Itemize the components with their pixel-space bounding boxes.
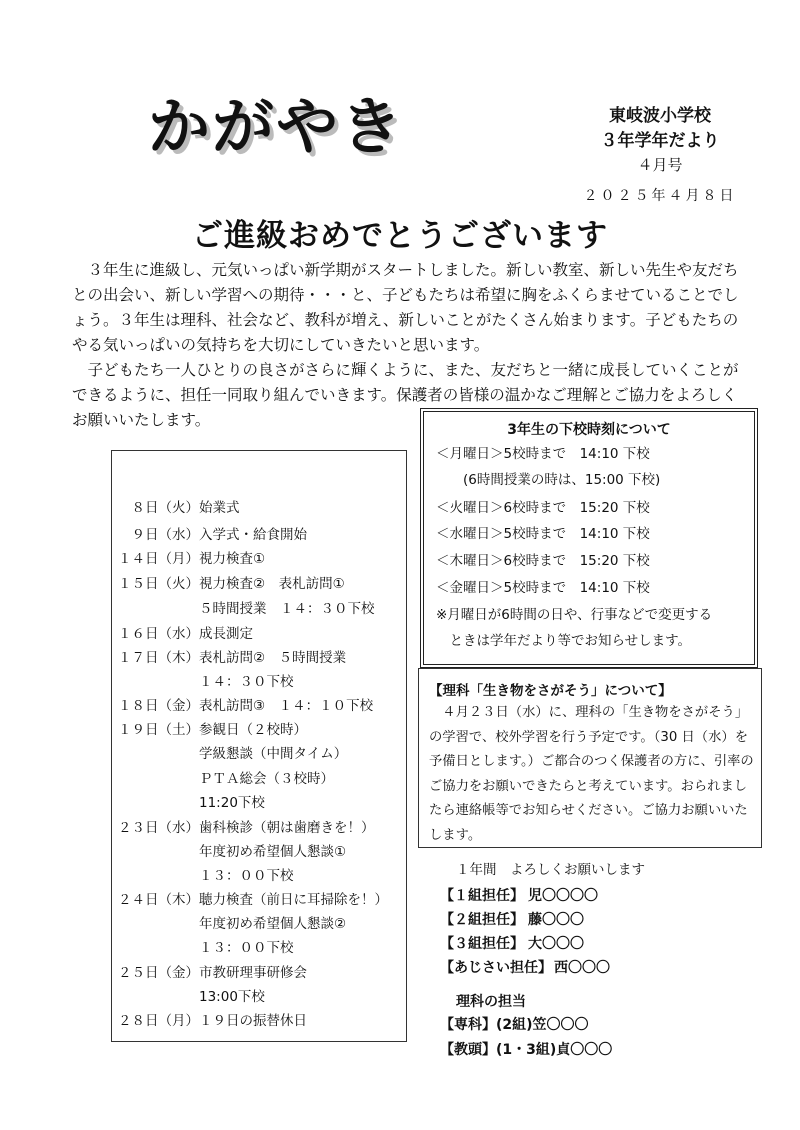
dismissal-row: ときは学年だより等でお知らせします。 xyxy=(436,633,692,649)
dismissal-row: ＜火曜日＞6校時まで 15:20 下校 xyxy=(436,500,650,516)
schedule-row: ８日（火）始業式 xyxy=(118,500,240,516)
staff-label: 【専科】 xyxy=(440,1017,496,1033)
publication-name: ３年学年だより xyxy=(600,131,720,151)
schedule-row: 年度初め希望個人懇談① xyxy=(118,844,347,860)
schedule-row: ２３日（水）歯科検診（朝は歯磨きを！） xyxy=(118,820,375,836)
schedule-row: １３：００下校 xyxy=(118,940,294,956)
schedule-row: ５時間授業 １４：３０下校 xyxy=(118,601,375,617)
intro-text xyxy=(72,258,740,433)
issue-date: ２０２５年４月８日 xyxy=(583,188,737,204)
science-notice-body xyxy=(429,701,755,848)
dismissal-title: 3年生の下校時刻について xyxy=(507,422,671,438)
issue-label: ４月号 xyxy=(637,156,683,174)
dismissal-box xyxy=(420,408,758,668)
staff-name: 児〇〇〇〇 xyxy=(528,888,598,904)
dismissal-row: ＜木曜日＞6校時まで 15:20 下校 xyxy=(436,553,650,569)
schedule-row: １６日（水）成長測定 xyxy=(118,626,253,642)
schedule-row: １８日（金）表札訪問③ １４：１０下校 xyxy=(118,698,374,714)
staff-label: 【２組担任】 xyxy=(440,912,524,928)
staff-greeting: １年間 よろしくお願いします xyxy=(456,862,645,878)
dismissal-row: ＜金曜日＞5校時まで 14:10 下校 xyxy=(436,580,650,596)
science-notice-box xyxy=(418,668,762,848)
schedule-row: ９日（水）入学式・給食開始 xyxy=(118,527,307,543)
newsletter-logo: かがやき xyxy=(148,90,405,163)
science-notice-text: ４月２３日（水）に、理科の「生き物をさがそう」の学習で、校外学習を行う予定です。（30 日（水）を予備日とします。）ご都合のつく保護者の方に、引率のご協力をお願いできたらと考えています。おられましたら連絡帳等でお知らせください。ご協力お願いいたします。 xyxy=(429,705,754,843)
staff-name: (1・3組)貞〇〇〇 xyxy=(496,1042,613,1058)
staff-name: 大〇〇〇 xyxy=(528,936,584,952)
intro-paragraph-1: ３年生に進級し、元気いっぱい新学期がスタートしました。新しい教室、新しい先生や友だちとの出会い、新しい学習への期待・・・と、子どもたちは希望に胸をふくらませていることでしょう。３年生は理科、社会など、教科が増え、新しいことがたくさん始まります。子どもたちのやる気いっぱいの気持ちを大切にしていきたいと思います。 xyxy=(72,261,739,354)
staff-label: 【教頭】 xyxy=(440,1042,496,1058)
schedule-row: ２８日（月）１９日の振替休日 xyxy=(118,1013,307,1029)
schedule-row: 11:20下校 xyxy=(118,795,265,811)
schedule-row: １９日（土）参観日（２校時） xyxy=(118,722,307,738)
schedule-row: １３：００下校 xyxy=(118,868,294,884)
schedule-box xyxy=(111,450,407,1042)
schedule-row: １４：３０下校 xyxy=(118,674,294,690)
schedule-row: ２４日（木）聴力検査（前日に耳掃除を！） xyxy=(118,892,388,908)
science-notice-title: 【理科「生き物をさがそう」について】 xyxy=(429,683,672,699)
dismissal-row: ＜水曜日＞5校時まで 14:10 下校 xyxy=(436,526,650,542)
dismissal-row: ※月曜日が6時間の日や、行事などで変更する xyxy=(436,607,713,623)
schedule-row: 学級懇談（中間タイム） xyxy=(118,746,348,762)
dismissal-row: ＜月曜日＞5校時まで 14:10 下校 xyxy=(436,446,650,462)
staff-name: (2組)笠〇〇〇 xyxy=(496,1017,589,1033)
science-staff-heading: 理科の担当 xyxy=(456,994,526,1010)
schedule-row: ２５日（金）市教研理事研修会 xyxy=(118,965,307,981)
dismissal-row: (6時間授業の時は、15:00 下校) xyxy=(436,472,661,488)
schedule-row: 年度初め希望個人懇談② xyxy=(118,916,347,932)
headline: ご進級おめでとうございます xyxy=(192,218,608,254)
staff-label: 【あじさい担任】 xyxy=(440,960,552,976)
schedule-row: １７日（木）表札訪問② ５時間授業 xyxy=(118,650,347,666)
schedule-row: ＰＴＡ総会（３校時） xyxy=(118,771,334,787)
schedule-row: 13:00下校 xyxy=(118,989,265,1005)
intro-paragraph-2: 子どもたち一人ひとりの良さがさらに輝くように、また、友だちと一緒に成長していくことができるように、担任一同取り組んでいきます。保護者の皆様の温かなご理解とご協力をよろしくお願いいたします。 xyxy=(72,361,739,429)
schedule-row: １５日（火）視力検査② 表札訪問① xyxy=(118,576,345,592)
staff-label: 【１組担任】 xyxy=(440,888,524,904)
school-name: 東岐波小学校 xyxy=(609,106,711,126)
staff-name: 西〇〇〇 xyxy=(554,960,610,976)
schedule-row: １４日（月）視力検査① xyxy=(118,551,266,567)
staff-label: 【３組担任】 xyxy=(440,936,524,952)
staff-name: 藤〇〇〇 xyxy=(528,912,584,928)
